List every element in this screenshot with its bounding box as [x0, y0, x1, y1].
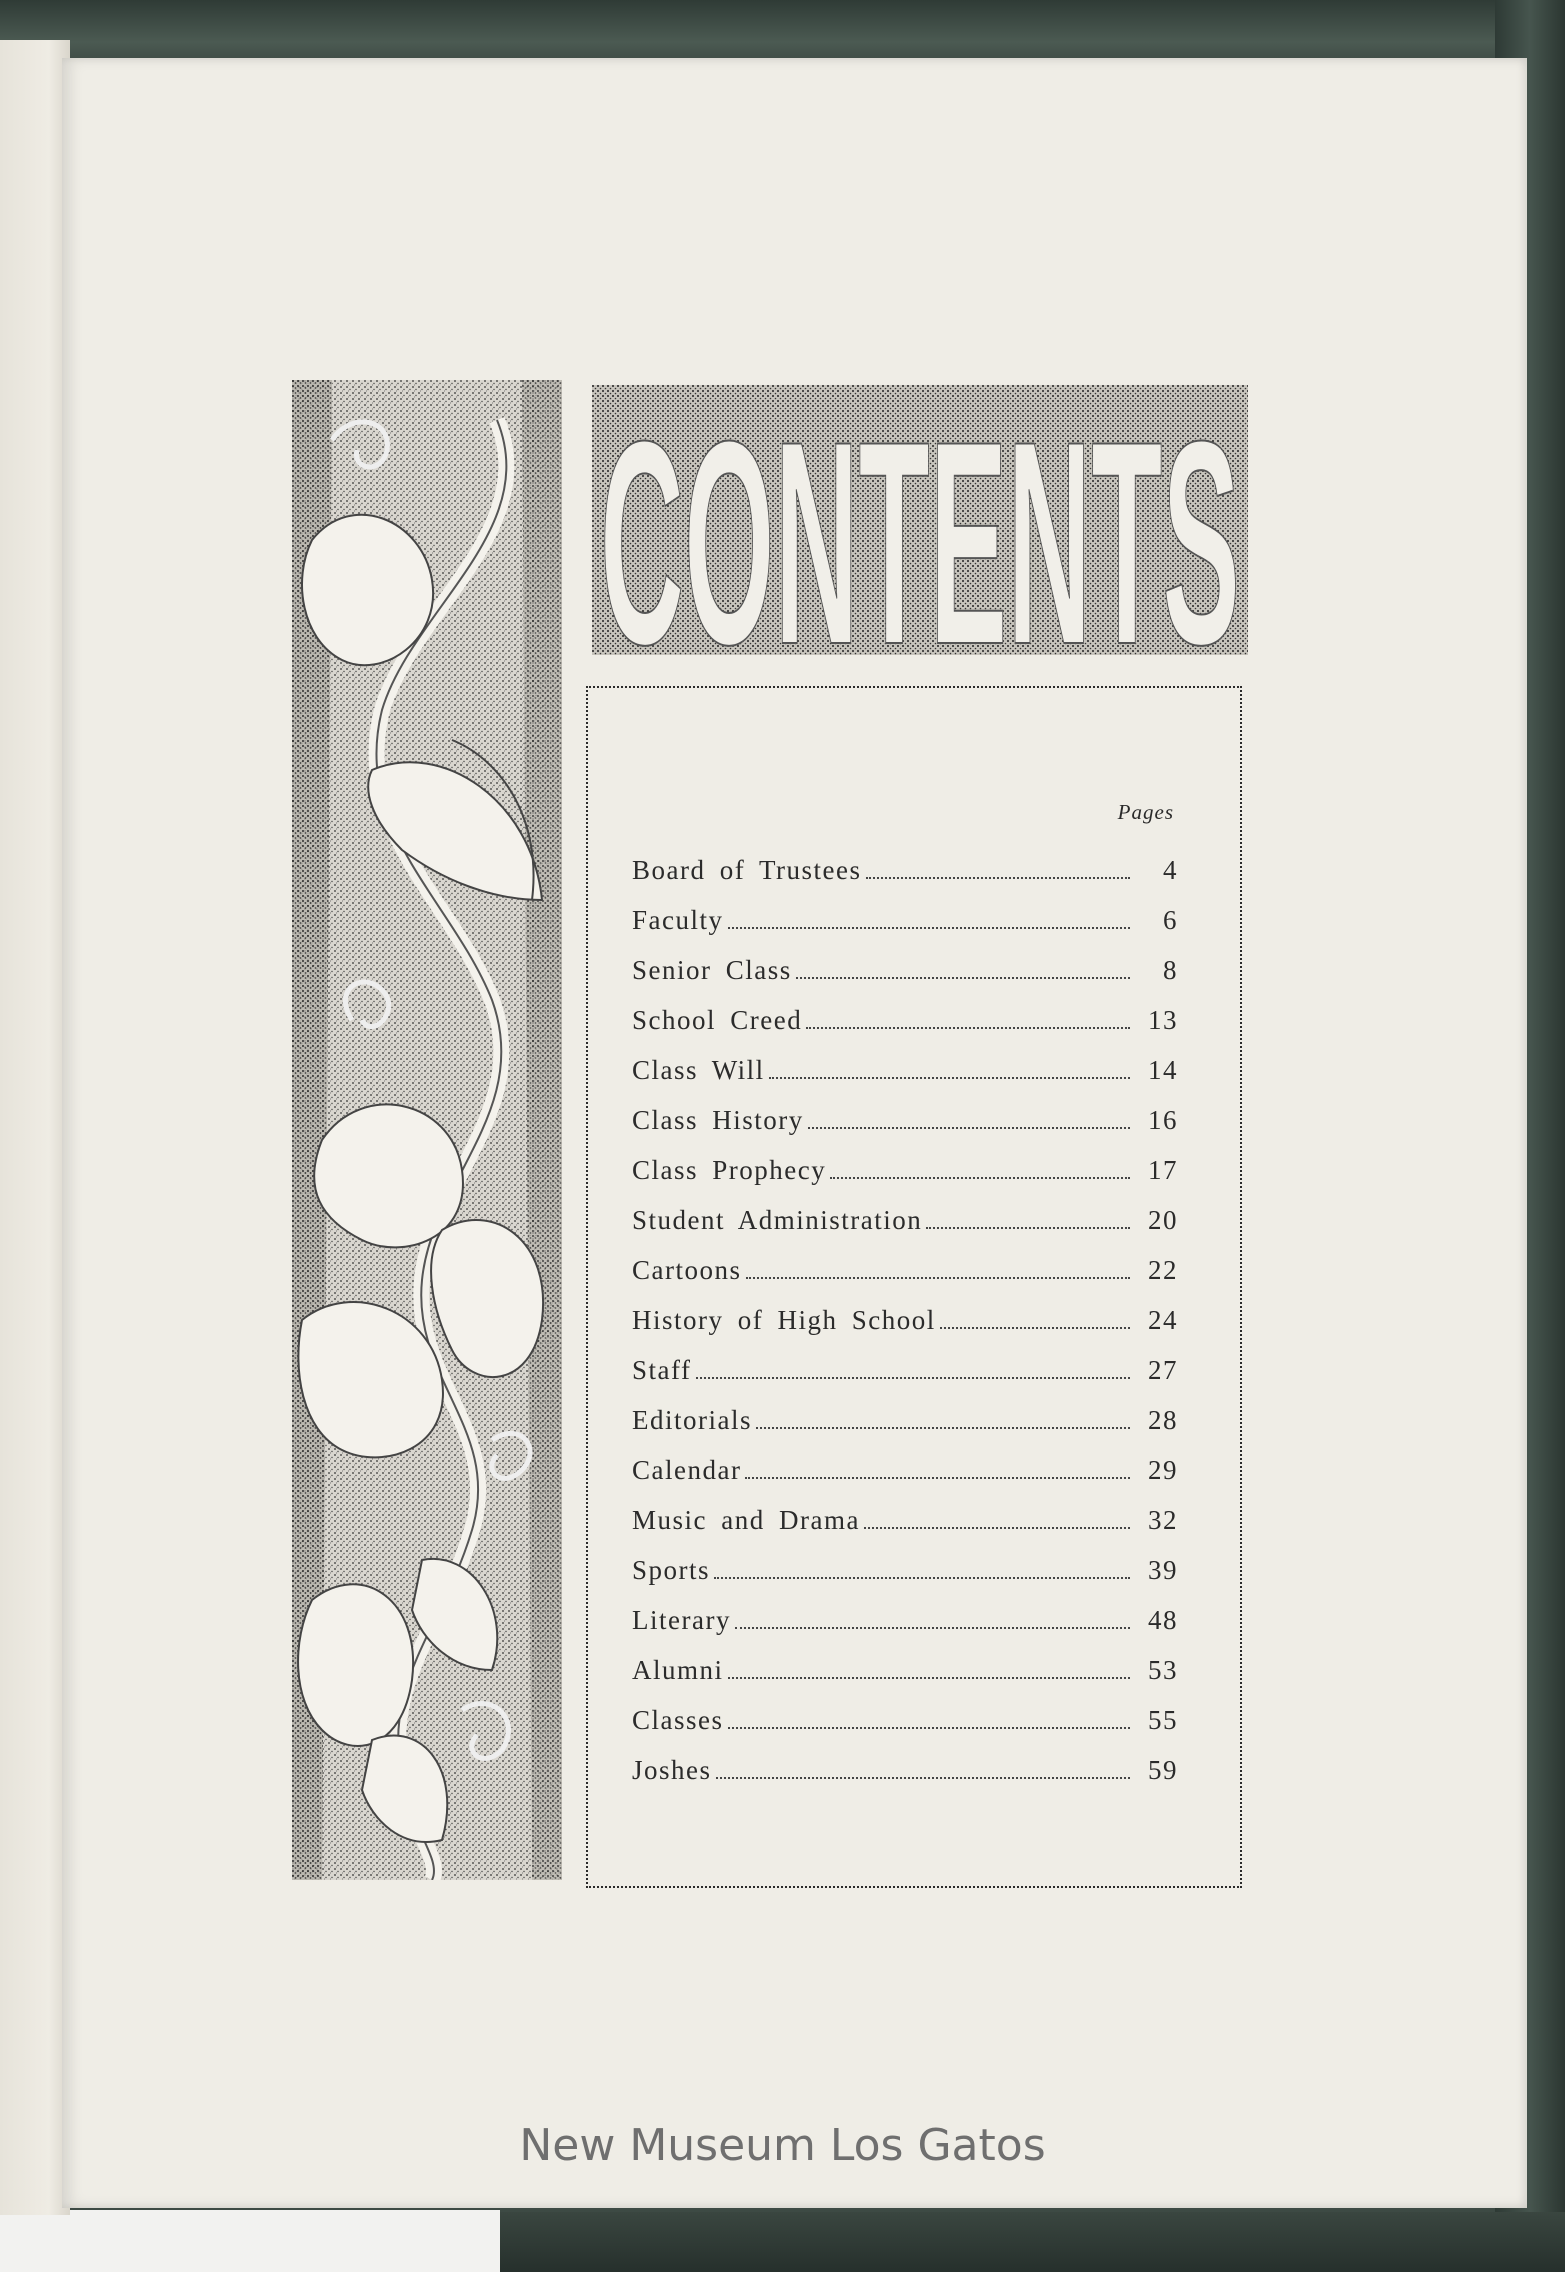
entry-page-number: 6 — [1163, 905, 1178, 935]
entry-page-number: 59 — [1148, 1755, 1178, 1785]
dot-leader — [796, 977, 1130, 979]
contents-box — [586, 686, 1242, 1888]
contents-entry — [632, 1336, 1178, 1386]
dot-leader — [806, 1027, 1130, 1029]
contents-entry — [632, 836, 1178, 886]
contents-entry — [632, 1186, 1178, 1236]
contents-entry — [632, 1636, 1178, 1686]
contents-entry — [632, 1686, 1178, 1736]
entry-title: Joshes — [632, 1755, 712, 1785]
contents-entry — [632, 986, 1178, 1036]
entry-title: Class Will — [632, 1055, 765, 1085]
entry-page-number: 14 — [1148, 1055, 1178, 1085]
contents-entry — [632, 1286, 1178, 1336]
entry-page-number: 39 — [1148, 1555, 1178, 1585]
entry-title: Student Administration — [632, 1205, 923, 1235]
entry-title: History of High School — [632, 1305, 936, 1335]
entry-page-number: 16 — [1148, 1105, 1178, 1135]
entry-title: Cartoons — [632, 1255, 742, 1285]
contents-list — [632, 836, 1178, 1786]
dot-leader — [728, 1727, 1131, 1729]
floral-vine-illustration — [292, 380, 562, 1880]
contents-entry — [632, 936, 1178, 986]
entry-page-number: 8 — [1163, 955, 1178, 985]
contents-entry — [632, 1136, 1178, 1186]
entry-title: Literary — [632, 1605, 731, 1635]
entry-title: Board of Trustees — [632, 855, 862, 885]
entry-title: Class Prophecy — [632, 1155, 827, 1185]
dot-leader — [746, 1277, 1131, 1279]
dot-leader — [830, 1177, 1130, 1179]
contents-entry — [632, 1586, 1178, 1636]
dot-leader — [735, 1627, 1130, 1629]
dot-leader — [696, 1377, 1131, 1379]
entry-page-number: 48 — [1148, 1605, 1178, 1635]
dot-leader — [864, 1527, 1130, 1529]
entry-page-number: 20 — [1148, 1205, 1178, 1235]
contents-title-text: CONTENTS — [600, 385, 1240, 655]
entry-page-number: 55 — [1148, 1705, 1178, 1735]
entry-title: Class History — [632, 1105, 804, 1135]
dot-leader — [756, 1427, 1130, 1429]
pages-column-label: Pages — [1117, 800, 1174, 824]
entry-page-number: 29 — [1148, 1455, 1178, 1485]
dot-leader — [808, 1127, 1130, 1129]
entry-page-number: 28 — [1148, 1405, 1178, 1435]
contents-entry — [632, 1486, 1178, 1536]
scan-background — [0, 2210, 500, 2272]
book-cover-bottom — [490, 2212, 1565, 2272]
contents-entry — [632, 1536, 1178, 1586]
entry-title: Sports — [632, 1555, 711, 1585]
contents-entry — [632, 1436, 1178, 1486]
dot-leader — [714, 1577, 1130, 1579]
entry-title: Faculty — [632, 905, 724, 935]
entry-page-number: 27 — [1148, 1355, 1178, 1385]
dot-leader — [728, 927, 1131, 929]
entry-page-number: 24 — [1148, 1305, 1178, 1335]
entry-page-number: 17 — [1148, 1155, 1178, 1185]
entry-page-number: 22 — [1148, 1255, 1178, 1285]
entry-title: Editorials — [632, 1405, 752, 1435]
dot-leader — [745, 1477, 1130, 1479]
contents-entry — [632, 1736, 1178, 1786]
entry-page-number: 32 — [1148, 1505, 1178, 1535]
contents-entry — [632, 1086, 1178, 1136]
entry-title: Classes — [632, 1705, 724, 1735]
dot-leader — [716, 1777, 1130, 1779]
entry-title: Senior Class — [632, 955, 792, 985]
dot-leader — [866, 877, 1130, 879]
entry-title: Music and Drama — [632, 1505, 860, 1535]
entry-page-number: 13 — [1148, 1005, 1178, 1035]
dot-leader — [940, 1327, 1130, 1329]
contents-title — [592, 385, 1248, 655]
contents-entry — [632, 1236, 1178, 1286]
entry-page-number: 4 — [1163, 855, 1178, 885]
dot-leader — [926, 1227, 1130, 1229]
entry-title: Staff — [632, 1355, 692, 1385]
dot-leader — [769, 1077, 1130, 1079]
watermark: New Museum Los Gatos — [519, 2120, 1046, 2171]
entry-page-number: 53 — [1148, 1655, 1178, 1685]
left-page-edge — [0, 40, 70, 2215]
entry-title: Calendar — [632, 1455, 742, 1485]
contents-entry — [632, 886, 1178, 936]
dot-leader — [728, 1677, 1130, 1679]
entry-title: School Creed — [632, 1005, 803, 1035]
contents-entry — [632, 1386, 1178, 1436]
contents-entry — [632, 1036, 1178, 1086]
entry-title: Alumni — [632, 1655, 724, 1685]
